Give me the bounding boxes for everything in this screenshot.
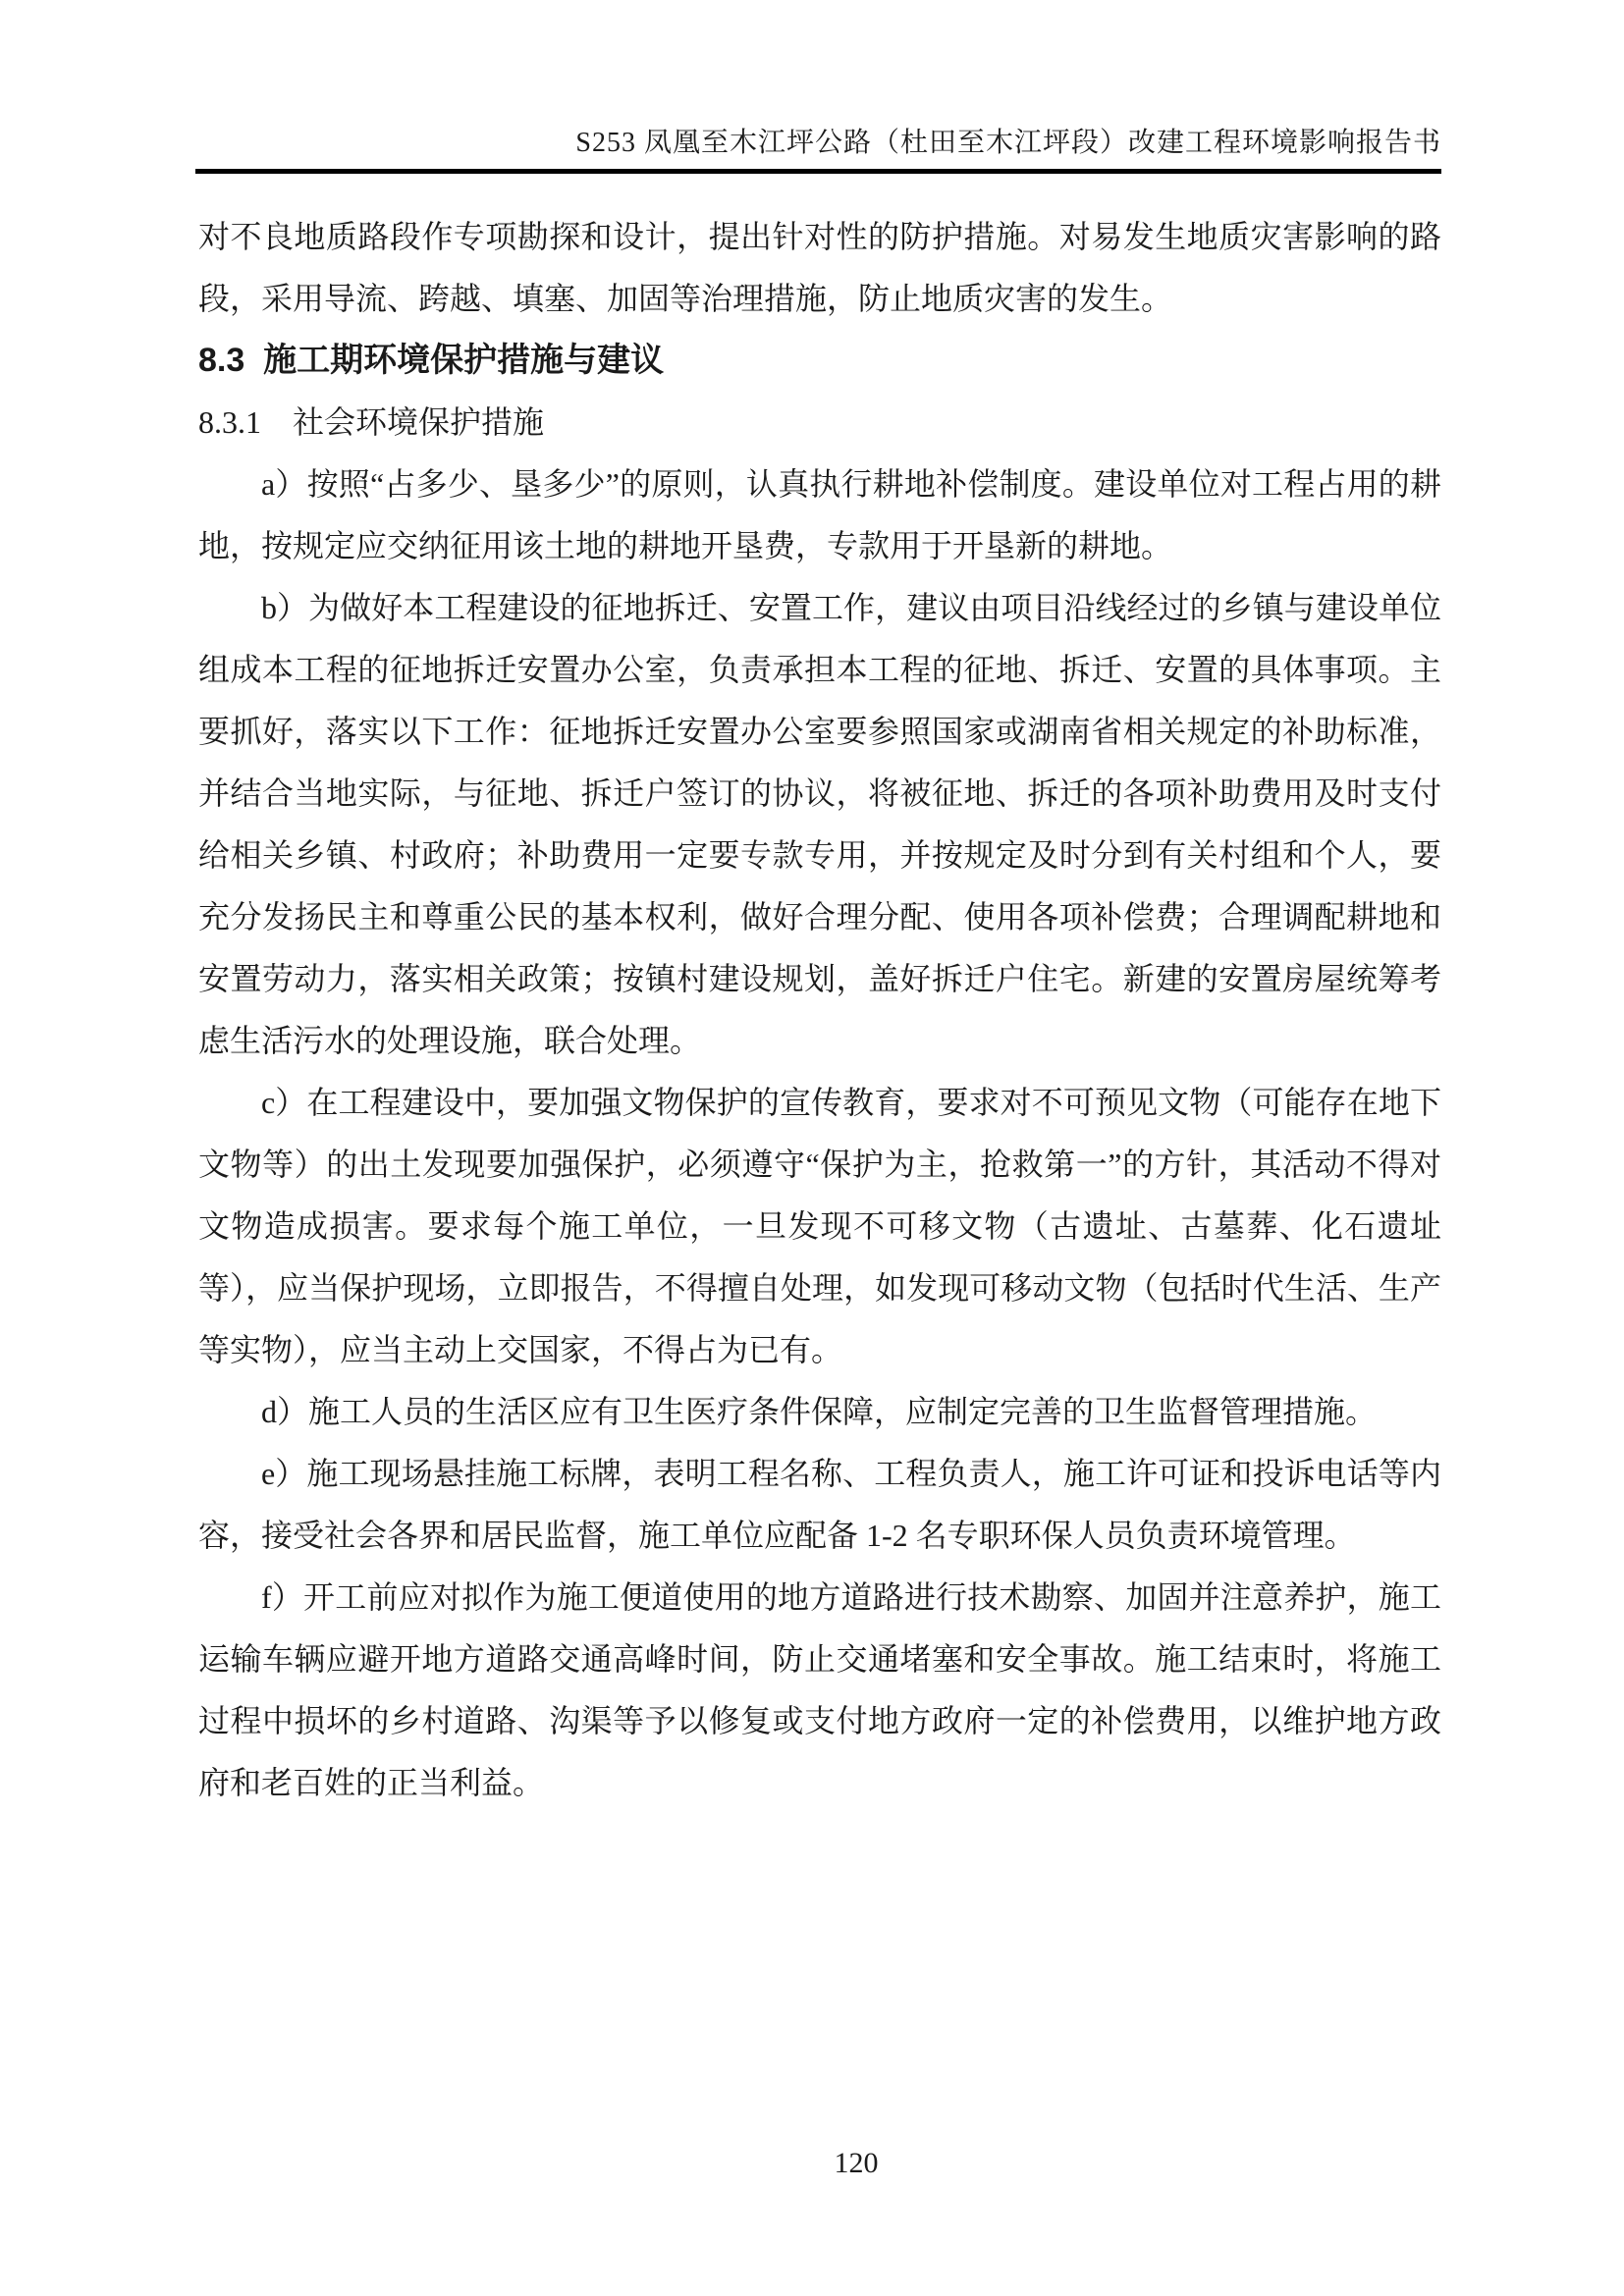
paragraph-item-f: f）开工前应对拟作为施工便道使用的地方道路进行技术勘察、加固并注意养护，施工运输车辆应避开地方道路交通高峰时间，防止交通堵塞和安全事故。施工结束时，将施工过程中损坏的乡村道路、沟渠等予以修复或支付地方政府一定的补偿费用，以维护地方政府和老百姓的正当利益。 [198,1579,1441,1800]
paragraph-item-e: e）施工现场悬挂施工标牌，表明工程名称、工程负责人，施工许可证和投诉电话等内容，接受社会各界和居民监督，施工单位应配备 1-2 名专职环保人员负责环境管理。 [198,1456,1441,1553]
subsection-heading-8-3-1: 8.3.1 社会环境保护措施 [198,404,545,440]
paragraph-item-c: c）在工程建设中，要加强文物保护的宣传教育，要求对不可预见文物（可能存在地下文物等）的出土发现要加强保护，必须遵守“保护为主，抢救第一”的方针，其活动不得对文物造成损害。要求每个施工单位，一旦发现不可移文物（古遗址、古墓葬、化石遗址等），应当保护现场，立即报告，不得擅自处理，如发现可移动文物（包括时代生活、生产等实物），应当主动上交国家，不得占为已有。 [198,1085,1441,1367]
page-header [196,126,1441,161]
page-number: 120 [834,2147,879,2179]
header-divider-rule [195,169,1441,174]
paragraph-item-d: d）施工人员的生活区应有卫生医疗条件保障，应制定完善的卫生监督管理措施。 [261,1394,1378,1429]
document-body [198,206,1441,1814]
section-heading-8-3: 8.3 施工期环境保护措施与建议 [198,342,665,379]
paragraph-geology-continuation: 对不良地质路段作专项勘探和设计，提出针对性的防护措施。对易发生地质灾害影响的路段，采用导流、跨越、填塞、加固等治理措施，防止地质灾害的发生。 [198,219,1441,316]
report-title-header: S253 凤凰至木江坪公路（杜田至木江坪段）改建工程环境影响报告书 [575,128,1441,158]
paragraph-item-b: b）为做好本工程建设的征地拆迁、安置工作，建议由项目沿线经过的乡镇与建设单位组成本工程的征地拆迁安置办公室，负责承担本工程的征地、拆迁、安置的具体事项。主要抓好，落实以下工作：征地拆迁安置办公室要参照国家或湖南省相关规定的补助标准，并结合当地实际，与征地、拆迁户签订的协议，将被征地、拆迁的各项补助费用及时支付给相关乡镇、村政府；补助费用一定要专款专用，并按规定及时分到有关村组和个人，要充分发扬民主和尊重公民的基本权利，做好合理分配、使用各项补偿费；合理调配耕地和安置劳动力，落实相关政策；按镇村建设规划，盖好拆迁户住宅。新建的安置房屋统筹考虑生活污水的处理设施，联合处理。 [198,590,1441,1058]
paragraph-item-a: a）按照“占多少、垦多少”的原则，认真执行耕地补偿制度。建设单位对工程占用的耕地，按规定应交纳征用该土地的耕地开垦费，专款用于开垦新的耕地。 [198,466,1441,563]
page-footer [88,2146,1624,2181]
